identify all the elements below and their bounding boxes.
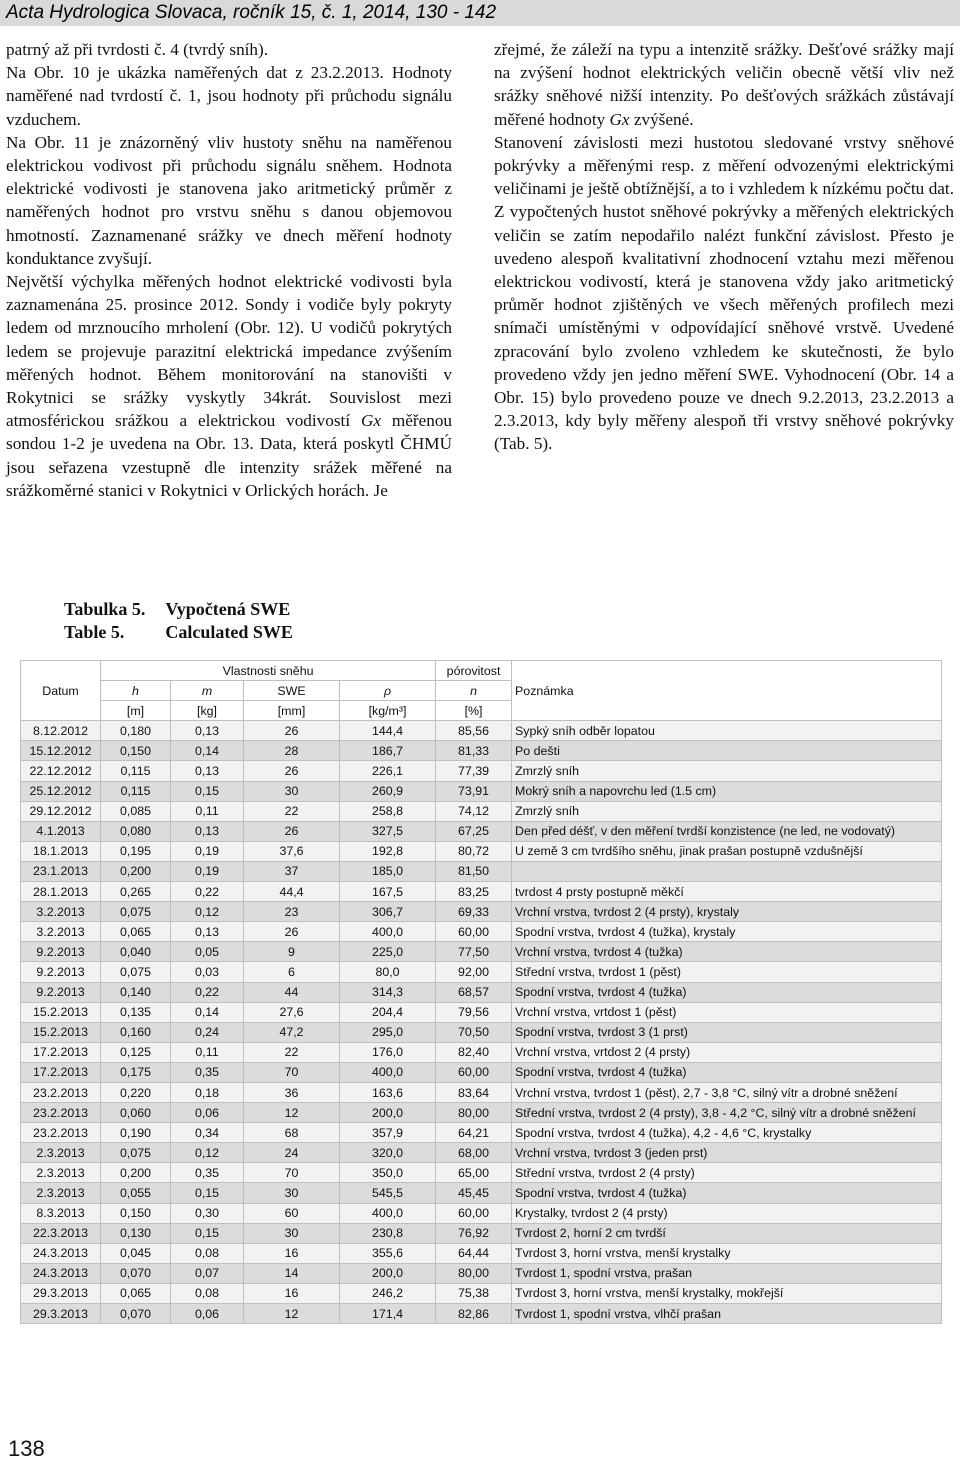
cell-date: 22.3.2013 — [21, 1223, 101, 1243]
cell-value: 545,5 — [340, 1183, 436, 1203]
cell-value: 0,125 — [101, 1042, 171, 1062]
cell-value: 27,6 — [244, 1002, 340, 1022]
cell-note: Spodní vrstva, tvrdost 4 (tužka) — [512, 982, 942, 1002]
cell-value: 0,14 — [171, 1002, 244, 1022]
cell-value: 44 — [244, 982, 340, 1002]
cell-value: 0,12 — [171, 902, 244, 922]
cell-value: 350,0 — [340, 1163, 436, 1183]
gx-symbol: Gx — [609, 109, 630, 129]
table-row — [21, 841, 942, 861]
cell-value: 355,6 — [340, 1243, 436, 1263]
cell-note: Tvrdost 1, spodní vrstva, vlhčí prašan — [512, 1304, 942, 1324]
cell-value: 200,0 — [340, 1263, 436, 1283]
cell-date: 2.3.2013 — [21, 1183, 101, 1203]
cell-date: 15.12.2012 — [21, 741, 101, 761]
cell-value: 80,72 — [436, 841, 512, 861]
cell-value: 82,86 — [436, 1304, 512, 1324]
cell-value: 0,160 — [101, 1022, 171, 1042]
cell-note: Spodní vrstva, tvrdost 4 (tužka), krystaly — [512, 922, 942, 942]
cell-value: 400,0 — [340, 1062, 436, 1082]
cell-value: 0,195 — [101, 841, 171, 861]
table-row — [21, 721, 942, 741]
table-row — [21, 1082, 942, 1102]
cell-value: 0,08 — [171, 1283, 244, 1303]
table-row — [21, 1304, 942, 1324]
page-number: 138 — [8, 1436, 45, 1461]
cell-date: 18.1.2013 — [21, 841, 101, 861]
table-body — [21, 721, 942, 1324]
cell-note: Vrchní vrstva, vrtdost 1 (pěst) — [512, 1002, 942, 1022]
cell-value: 0,135 — [101, 1002, 171, 1022]
caption-label-cz: Tabulka 5. — [64, 599, 146, 619]
cell-value: 0,14 — [171, 741, 244, 761]
cell-value: 0,11 — [171, 801, 244, 821]
cell-date: 2.3.2013 — [21, 1143, 101, 1163]
cell-value: 0,175 — [101, 1062, 171, 1082]
cell-note: Tvrdost 3, horní vrstva, menší krystalky, mokřejší — [512, 1283, 942, 1303]
cell-value: 14 — [244, 1263, 340, 1283]
cell-value: 320,0 — [340, 1143, 436, 1163]
cell-value: 225,0 — [340, 942, 436, 962]
cell-value: 0,180 — [101, 721, 171, 741]
table-row — [21, 902, 942, 922]
cell-date: 23.1.2013 — [21, 861, 101, 881]
cell-date: 9.2.2013 — [21, 982, 101, 1002]
paragraph: Největší výchylka měřených hodnot elektrické vodivosti byla zaznamenána 25. prosince 2012. Sondy i vodiče byly pokryty ledem od mrznoucího mrholení (Obr. 12). U vodičů pokrytých ledem se projevuje parazitní elektrická impedance zvýšením měřených hodnot. Během monitorování na stanovišti v Rokytnici se srážky vyskytly 34krát. Souvislost mezi atmosférickou srážkou a elektrickou vodivostí Gx měřenou sondou 1-2 je uvedena na Obr. 13. Data, která poskytl ČHMÚ jsou seřazena vzestupně dle intenzity srážek měřené na srážkoměrné stanici v Rokytnici v Orlických horách. Je — [6, 272, 453, 500]
cell-value: 230,8 — [340, 1223, 436, 1243]
cell-value: 68,00 — [436, 1143, 512, 1163]
cell-value: 81,33 — [436, 741, 512, 761]
cell-date: 24.3.2013 — [21, 1243, 101, 1263]
cell-value: 9 — [244, 942, 340, 962]
cell-date: 3.2.2013 — [21, 902, 101, 922]
table-row — [21, 1243, 942, 1263]
header-unit: [kg/m³] — [340, 701, 436, 721]
cell-value: 76,92 — [436, 1223, 512, 1243]
cell-note: Spodní vrstva, tvrdost 4 (tužka) — [512, 1183, 942, 1203]
header-symbol: h — [101, 681, 171, 701]
table-row — [21, 1143, 942, 1163]
cell-note: Tvrdost 2, horní 2 cm tvrdší — [512, 1223, 942, 1243]
cell-value: 83,25 — [436, 882, 512, 902]
cell-date: 29.3.2013 — [21, 1283, 101, 1303]
caption-title-cz: Vypočtená SWE — [165, 599, 291, 619]
cell-value: 74,12 — [436, 801, 512, 821]
cell-value: 37,6 — [244, 841, 340, 861]
cell-note: Spodní vrstva, tvrdost 4 (tužka) — [512, 1062, 942, 1082]
cell-note: Střední vrstva, tvrdost 2 (4 prsty) — [512, 1163, 942, 1183]
cell-value: 0,22 — [171, 882, 244, 902]
right-text-column — [494, 38, 954, 456]
cell-value: 0,06 — [171, 1103, 244, 1123]
table-row — [21, 1163, 942, 1183]
cell-date: 17.2.2013 — [21, 1062, 101, 1082]
cell-value: 0,070 — [101, 1304, 171, 1324]
cell-value: 80,0 — [340, 962, 436, 982]
cell-date: 29.12.2012 — [21, 801, 101, 821]
cell-date: 9.2.2013 — [21, 942, 101, 962]
cell-value: 67,25 — [436, 821, 512, 841]
cell-value: 0,045 — [101, 1243, 171, 1263]
cell-note: Mokrý sníh a napovrchu led (1.5 cm) — [512, 781, 942, 801]
cell-date: 23.2.2013 — [21, 1123, 101, 1143]
cell-value: 163,6 — [340, 1082, 436, 1102]
header-symbol: n — [436, 681, 512, 701]
cell-value: 83,64 — [436, 1082, 512, 1102]
cell-value: 79,56 — [436, 1002, 512, 1022]
caption-title-en: Calculated SWE — [165, 622, 293, 642]
cell-value: 0,200 — [101, 861, 171, 881]
cell-date: 23.2.2013 — [21, 1082, 101, 1102]
cell-value: 0,22 — [171, 982, 244, 1002]
cell-value: 0,05 — [171, 942, 244, 962]
cell-value: 400,0 — [340, 1203, 436, 1223]
cell-note: Po dešti — [512, 741, 942, 761]
paragraph: patrný až při tvrdosti č. 4 (tvrdý sníh). — [6, 40, 269, 59]
cell-value: 260,9 — [340, 781, 436, 801]
table-row — [21, 982, 942, 1002]
cell-value: 0,055 — [101, 1183, 171, 1203]
cell-note — [512, 861, 942, 881]
cell-note: Vrchní vrstva, tvrdost 2 (4 prsty), krystaly — [512, 902, 942, 922]
cell-date: 9.2.2013 — [21, 962, 101, 982]
header-porosity: pórovitost — [436, 661, 512, 681]
cell-value: 204,4 — [340, 1002, 436, 1022]
table-row — [21, 761, 942, 781]
header-symbol: m — [171, 681, 244, 701]
cell-date: 17.2.2013 — [21, 1042, 101, 1062]
cell-value: 0,060 — [101, 1103, 171, 1123]
table-row — [21, 1283, 942, 1303]
cell-value: 226,1 — [340, 761, 436, 781]
header-symbol: SWE — [244, 681, 340, 701]
header-unit: [%] — [436, 701, 512, 721]
paragraph: Na Obr. 11 je znázorněný vliv hustoty sněhu na naměřenou elektrickou vodivost při průchodu signálu sněhem. Hodnota elektrické vodivosti je stanovena jako aritmetický průměr z naměřených hodnot pro vrstvu sněhu s danou objemovou hmotností. Zaznamenané srážky ve dnech měření hodnoty konduktance zvyšují. — [6, 132, 452, 268]
cell-value: 70,50 — [436, 1022, 512, 1042]
cell-value: 26 — [244, 922, 340, 942]
cell-value: 0,115 — [101, 781, 171, 801]
cell-value: 70 — [244, 1062, 340, 1082]
cell-value: 246,2 — [340, 1283, 436, 1303]
cell-value: 0,220 — [101, 1082, 171, 1102]
cell-value: 6 — [244, 962, 340, 982]
cell-value: 68 — [244, 1123, 340, 1143]
table-row — [21, 922, 942, 942]
cell-value: 0,03 — [171, 962, 244, 982]
cell-value: 73,91 — [436, 781, 512, 801]
cell-value: 75,38 — [436, 1283, 512, 1303]
left-text-column — [6, 38, 452, 502]
cell-value: 70 — [244, 1163, 340, 1183]
cell-date: 24.3.2013 — [21, 1263, 101, 1283]
cell-value: 200,0 — [340, 1103, 436, 1123]
cell-value: 0,265 — [101, 882, 171, 902]
cell-value: 0,085 — [101, 801, 171, 821]
cell-note: Sypký sníh odběr lopatou — [512, 721, 942, 741]
cell-value: 60 — [244, 1203, 340, 1223]
cell-value: 0,075 — [101, 1143, 171, 1163]
cell-date: 22.12.2012 — [21, 761, 101, 781]
cell-value: 0,190 — [101, 1123, 171, 1143]
cell-value: 26 — [244, 761, 340, 781]
table-caption — [64, 598, 313, 644]
cell-value: 0,15 — [171, 1183, 244, 1203]
table-row — [21, 861, 942, 881]
cell-value: 0,13 — [171, 721, 244, 741]
cell-value: 82,40 — [436, 1042, 512, 1062]
cell-value: 60,00 — [436, 1062, 512, 1082]
cell-date: 23.2.2013 — [21, 1103, 101, 1123]
cell-value: 69,33 — [436, 902, 512, 922]
cell-value: 81,50 — [436, 861, 512, 881]
cell-value: 22 — [244, 1042, 340, 1062]
header-symbol: ρ — [340, 681, 436, 701]
cell-note: Den před déšť, v den měření tvrdší konzistence (ne led, ne vodovatý) — [512, 821, 942, 841]
caption-label-en: Table 5. — [64, 622, 125, 642]
cell-value: 16 — [244, 1243, 340, 1263]
cell-note: tvrdost 4 prsty postupně měkčí — [512, 882, 942, 902]
cell-date: 3.2.2013 — [21, 922, 101, 942]
gx-symbol: Gx — [360, 411, 382, 431]
cell-value: 0,34 — [171, 1123, 244, 1143]
journal-header: Acta Hydrologica Slovaca, ročník 15, č. 1, 2014, 130 - 142 — [0, 0, 960, 26]
cell-value: 176,0 — [340, 1042, 436, 1062]
cell-value: 0,07 — [171, 1263, 244, 1283]
cell-value: 77,50 — [436, 942, 512, 962]
cell-value: 0,08 — [171, 1243, 244, 1263]
cell-value: 80,00 — [436, 1263, 512, 1283]
cell-value: 0,070 — [101, 1263, 171, 1283]
cell-value: 0,140 — [101, 982, 171, 1002]
cell-value: 0,35 — [171, 1062, 244, 1082]
header-unit: [kg] — [171, 701, 244, 721]
cell-value: 77,39 — [436, 761, 512, 781]
cell-note: Vrchní vrstva, tvrdost 3 (jeden prst) — [512, 1143, 942, 1163]
cell-note: Tvrdost 3, horní vrstva, menší krystalky — [512, 1243, 942, 1263]
cell-value: 0,19 — [171, 841, 244, 861]
cell-value: 0,065 — [101, 922, 171, 942]
cell-date: 28.1.2013 — [21, 882, 101, 902]
cell-value: 0,18 — [171, 1082, 244, 1102]
cell-value: 0,12 — [171, 1143, 244, 1163]
table-row — [21, 1002, 942, 1022]
cell-value: 22 — [244, 801, 340, 821]
cell-value: 0,19 — [171, 861, 244, 881]
table-row — [21, 1042, 942, 1062]
cell-value: 0,13 — [171, 821, 244, 841]
cell-value: 314,3 — [340, 982, 436, 1002]
cell-value: 12 — [244, 1103, 340, 1123]
cell-value: 16 — [244, 1283, 340, 1303]
table-row — [21, 821, 942, 841]
cell-value: 37 — [244, 861, 340, 881]
cell-value: 0,150 — [101, 1203, 171, 1223]
swe-table-wrapper — [20, 660, 942, 1324]
cell-value: 36 — [244, 1082, 340, 1102]
cell-date: 2.3.2013 — [21, 1163, 101, 1183]
cell-value: 26 — [244, 821, 340, 841]
cell-value: 400,0 — [340, 922, 436, 942]
cell-value: 30 — [244, 1223, 340, 1243]
cell-value: 0,080 — [101, 821, 171, 841]
cell-value: 0,075 — [101, 962, 171, 982]
cell-note: Tvrdost 1, spodní vrstva, prašan — [512, 1263, 942, 1283]
header-datum: Datum — [21, 661, 101, 721]
cell-value: 0,15 — [171, 781, 244, 801]
cell-value: 47,2 — [244, 1022, 340, 1042]
cell-value: 30 — [244, 1183, 340, 1203]
cell-value: 85,56 — [436, 721, 512, 741]
cell-value: 0,065 — [101, 1283, 171, 1303]
cell-value: 24 — [244, 1143, 340, 1163]
table-row — [21, 801, 942, 821]
cell-value: 295,0 — [340, 1022, 436, 1042]
paragraph: Stanovení závislosti mezi hustotou sledované vrstvy sněhové pokrývky a měřenými resp. z měření odvozenými elektrickými veličinami je ještě obtížnější, a to i vzhledem k nízkému počtu dat. Z vypočtených hustot sněhové pokrývky a měřených elektrických veličin se zatím nepodařilo nalézt funkční závislost. Přesto je uvedeno alespoň kvalitativní zhodnocení vztahu mezi měřenou elektrickou vodivostí, která je stanovena vždy jako aritmetický průměr hodnot zjištěných ve všech měřených profilech mezi snímači umístěnými v odpovídající sněhové vrstvě. Uvedené zpracování bylo zvoleno vzhledem ke skutečnosti, že bylo provedeno vždy jen jedno měření SWE. Vyhodnocení (Obr. 14 a Obr. 15) bylo provedeno pouze ve dnech 9.2.2013, 23.2.2013 a 2.3.2013, kdy byly měřeny alespoň tři vrstvy sněhové pokrývky (Tab. 5). — [494, 132, 954, 454]
cell-value: 12 — [244, 1304, 340, 1324]
swe-table — [20, 660, 942, 1324]
cell-value: 144,4 — [340, 721, 436, 741]
table-row — [21, 882, 942, 902]
table-row — [21, 962, 942, 982]
cell-note: Spodní vrstva, tvrdost 3 (1 prst) — [512, 1022, 942, 1042]
table-row — [21, 741, 942, 761]
cell-value: 23 — [244, 902, 340, 922]
cell-value: 258,8 — [340, 801, 436, 821]
cell-value: 0,35 — [171, 1163, 244, 1183]
cell-value: 171,4 — [340, 1304, 436, 1324]
cell-value: 65,00 — [436, 1163, 512, 1183]
cell-date: 8.3.2013 — [21, 1203, 101, 1223]
cell-value: 327,5 — [340, 821, 436, 841]
cell-date: 15.2.2013 — [21, 1022, 101, 1042]
cell-value: 0,06 — [171, 1304, 244, 1324]
table-row — [21, 1022, 942, 1042]
table-row — [21, 1263, 942, 1283]
cell-value: 60,00 — [436, 922, 512, 942]
cell-value: 167,5 — [340, 882, 436, 902]
cell-value: 0,13 — [171, 922, 244, 942]
cell-date: 25.12.2012 — [21, 781, 101, 801]
cell-date: 29.3.2013 — [21, 1304, 101, 1324]
cell-value: 0,30 — [171, 1203, 244, 1223]
cell-value: 192,8 — [340, 841, 436, 861]
paragraph: Na Obr. 10 je ukázka naměřených dat z 23.2.2013. Hodnoty naměřené nad tvrdostí č. 1, jsou hodnoty při průchodu signálu vzduchem. — [6, 63, 452, 129]
header-snow-properties: Vlastnosti sněhu — [101, 661, 436, 681]
table-row — [21, 1062, 942, 1082]
cell-date: 4.1.2013 — [21, 821, 101, 841]
cell-value: 44,4 — [244, 882, 340, 902]
cell-value: 64,44 — [436, 1243, 512, 1263]
cell-value: 306,7 — [340, 902, 436, 922]
table-row — [21, 1123, 942, 1143]
cell-note: Vrchní vrstva, tvrdost 4 (tužka) — [512, 942, 942, 962]
cell-value: 0,130 — [101, 1223, 171, 1243]
cell-value: 64,21 — [436, 1123, 512, 1143]
cell-value: 0,200 — [101, 1163, 171, 1183]
cell-value: 0,15 — [171, 1223, 244, 1243]
header-note: Poznámka — [512, 661, 942, 721]
cell-value: 0,24 — [171, 1022, 244, 1042]
cell-value: 60,00 — [436, 1203, 512, 1223]
cell-value: 68,57 — [436, 982, 512, 1002]
cell-date: 8.12.2012 — [21, 721, 101, 741]
cell-date: 15.2.2013 — [21, 1002, 101, 1022]
cell-value: 357,9 — [340, 1123, 436, 1143]
header-unit: [mm] — [244, 701, 340, 721]
cell-value: 0,13 — [171, 761, 244, 781]
cell-value: 0,11 — [171, 1042, 244, 1062]
cell-value: 0,075 — [101, 902, 171, 922]
cell-note: Střední vrstva, tvrdost 1 (pěst) — [512, 962, 942, 982]
cell-note: Vrchní vrstva, vrtdost 2 (4 prsty) — [512, 1042, 942, 1062]
header-unit: [m] — [101, 701, 171, 721]
table-row — [21, 781, 942, 801]
cell-value: 0,115 — [101, 761, 171, 781]
cell-value: 186,7 — [340, 741, 436, 761]
cell-value: 80,00 — [436, 1103, 512, 1123]
cell-value: 185,0 — [340, 861, 436, 881]
cell-value: 45,45 — [436, 1183, 512, 1203]
cell-note: Zmrzlý sníh — [512, 761, 942, 781]
table-row — [21, 942, 942, 962]
cell-value: 26 — [244, 721, 340, 741]
cell-note: Krystalky, tvrdost 2 (4 prsty) — [512, 1203, 942, 1223]
table-row — [21, 1223, 942, 1243]
cell-value: 0,040 — [101, 942, 171, 962]
table-row — [21, 1183, 942, 1203]
table-row — [21, 1203, 942, 1223]
cell-note: Zmrzlý sníh — [512, 801, 942, 821]
cell-note: Vrchní vrstva, tvrdost 1 (pěst), 2,7 - 3,8 °C, silný vítr a drobné sněžení — [512, 1082, 942, 1102]
cell-value: 30 — [244, 781, 340, 801]
cell-note: Střední vrstva, tvrdost 2 (4 prsty), 3,8 - 4,2 °C, silný vítr a drobné sněžení — [512, 1103, 942, 1123]
cell-value: 28 — [244, 741, 340, 761]
cell-note: Spodní vrstva, tvrdost 4 (tužka), 4,2 - 4,6 °C, krystalky — [512, 1123, 942, 1143]
cell-note: U země 3 cm tvrdšího sněhu, jinak prašan postupně vzdušnější — [512, 841, 942, 861]
cell-value: 0,150 — [101, 741, 171, 761]
paragraph: zřejmé, že záleží na typu a intenzitě srážky. Dešťové srážky mají na zvýšení hodnot elektrických veličin obecně větší vliv než srážky sněhové nižší intenzity. Po dešťových srážkách zůstávají měřené hodnoty Gx zvýšené. — [494, 40, 954, 129]
table-row — [21, 1103, 942, 1123]
cell-value: 92,00 — [436, 962, 512, 982]
